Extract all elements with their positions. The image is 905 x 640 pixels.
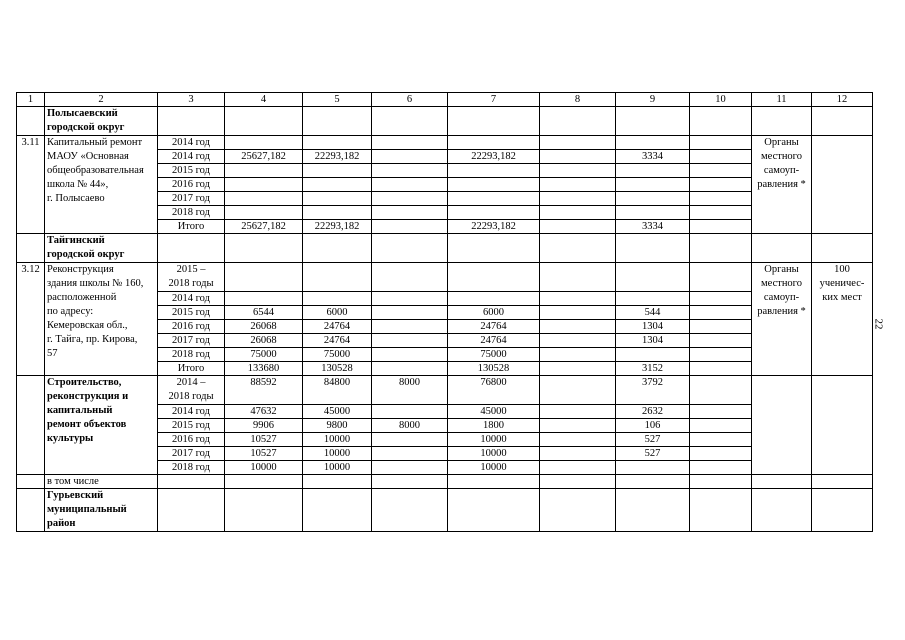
table-cell [372, 234, 448, 263]
value-cell [540, 334, 616, 348]
cell-line: район [47, 518, 76, 529]
section-row [17, 489, 873, 532]
value-cell: 76800 [448, 376, 540, 405]
cell-line: равления * [757, 179, 806, 190]
cell-line: равления * [757, 306, 806, 317]
value-cell [540, 292, 616, 306]
value-cell [372, 447, 448, 461]
value-cell [303, 292, 372, 306]
value-cell: 3334 [616, 150, 690, 164]
cell-line: г. Тайга, пр. Кирова, [47, 334, 138, 345]
table-cell [158, 234, 225, 263]
table-cell [812, 107, 873, 136]
cell-line: городской округ [47, 122, 125, 133]
value-cell [303, 192, 372, 206]
value-cell [303, 136, 372, 150]
table-cell [752, 107, 812, 136]
table-cell [303, 475, 372, 489]
period-cell [158, 263, 225, 292]
value-cell [448, 136, 540, 150]
value-cell [540, 220, 616, 234]
value-cell [690, 419, 752, 433]
value-cell [616, 192, 690, 206]
value-cell [225, 178, 303, 192]
section-title [45, 489, 158, 532]
value-cell [372, 334, 448, 348]
value-cell [690, 206, 752, 220]
table-cell [616, 234, 690, 263]
value-cell: 84800 [303, 376, 372, 405]
page-number: 22 [872, 318, 885, 330]
cell-line: 57 [47, 348, 58, 359]
result-cell [812, 136, 873, 234]
year-cell: 2014 год [158, 405, 225, 419]
year-cell: 2014 год [158, 136, 225, 150]
value-cell [372, 206, 448, 220]
value-cell: 10000 [448, 447, 540, 461]
value-cell [690, 461, 752, 475]
item-name [45, 263, 158, 376]
cell-line: 2018 годы [168, 391, 214, 402]
value-cell: 24764 [448, 320, 540, 334]
value-cell [616, 178, 690, 192]
table-cell [17, 107, 45, 136]
table-row [17, 475, 873, 489]
value-cell [225, 292, 303, 306]
item-number: 3.11 [17, 136, 45, 234]
table-row [17, 263, 873, 292]
value-cell [372, 306, 448, 320]
cell-line: Строительство, [47, 377, 122, 388]
table-cell [448, 489, 540, 532]
cell-line: 100 [834, 264, 850, 275]
cell-line: культуры [47, 433, 94, 444]
value-cell: 10527 [225, 433, 303, 447]
table-cell [225, 107, 303, 136]
table-cell [225, 489, 303, 532]
value-cell [690, 263, 752, 292]
value-cell [690, 334, 752, 348]
table-cell [17, 489, 45, 532]
year-cell: 2018 год [158, 206, 225, 220]
value-cell: 10000 [303, 433, 372, 447]
value-cell: 22293,182 [448, 150, 540, 164]
value-cell [540, 136, 616, 150]
cell-line: местного [761, 278, 802, 289]
value-cell: 10000 [448, 461, 540, 475]
table-cell [372, 489, 448, 532]
item-name [45, 136, 158, 234]
value-cell [540, 419, 616, 433]
header-row [17, 93, 873, 107]
column-number: 1 [17, 93, 45, 107]
value-cell: 8000 [372, 376, 448, 405]
cell-line: Кемеровская обл., [47, 320, 128, 331]
value-cell: 10000 [448, 433, 540, 447]
value-cell [690, 306, 752, 320]
cell-line: общеобразовательная [47, 165, 144, 176]
value-cell [616, 292, 690, 306]
value-cell: 106 [616, 419, 690, 433]
value-cell [225, 136, 303, 150]
value-cell [540, 433, 616, 447]
value-cell: 75000 [225, 348, 303, 362]
value-cell [540, 461, 616, 475]
year-cell: Итого [158, 220, 225, 234]
year-cell: Итого [158, 362, 225, 376]
value-cell [225, 192, 303, 206]
cell-line: ученичес- [819, 278, 865, 289]
value-cell [690, 376, 752, 405]
value-cell: 47632 [225, 405, 303, 419]
table-cell [448, 107, 540, 136]
table-cell [540, 107, 616, 136]
table-cell [17, 376, 45, 475]
column-number: 2 [45, 93, 158, 107]
value-cell [372, 136, 448, 150]
value-cell [225, 206, 303, 220]
table-cell [303, 234, 372, 263]
item-name [45, 376, 158, 475]
value-cell: 10000 [225, 461, 303, 475]
table-cell [752, 234, 812, 263]
responsible-org [752, 136, 812, 234]
value-cell [448, 164, 540, 178]
cell-line: здания школы № 160, [47, 278, 144, 289]
table-cell [540, 489, 616, 532]
value-cell [690, 320, 752, 334]
section-title [45, 107, 158, 136]
value-cell [690, 178, 752, 192]
table-cell [540, 234, 616, 263]
value-cell: 527 [616, 447, 690, 461]
value-cell: 130528 [303, 362, 372, 376]
table-cell [158, 475, 225, 489]
table-cell [812, 234, 873, 263]
value-cell [540, 376, 616, 405]
cell-line: ких мест [822, 292, 862, 303]
table-cell [225, 234, 303, 263]
section-title [45, 234, 158, 263]
value-cell [372, 405, 448, 419]
value-cell: 22293,182 [303, 220, 372, 234]
value-cell [372, 292, 448, 306]
value-cell: 88592 [225, 376, 303, 405]
year-cell: 2015 год [158, 164, 225, 178]
value-cell [372, 192, 448, 206]
value-cell [303, 178, 372, 192]
year-cell: 2016 год [158, 433, 225, 447]
value-cell [616, 164, 690, 178]
value-cell: 10527 [225, 447, 303, 461]
value-cell: 6000 [448, 306, 540, 320]
column-number: 11 [752, 93, 812, 107]
value-cell [225, 164, 303, 178]
cell-line: расположенной [47, 292, 117, 303]
year-cell: 2014 год [158, 150, 225, 164]
value-cell [372, 362, 448, 376]
table-cell [17, 475, 45, 489]
item-number: 3.12 [17, 263, 45, 376]
cell-line: ремонт объектов [47, 419, 127, 430]
value-cell [448, 292, 540, 306]
column-number: 6 [372, 93, 448, 107]
value-cell: 3334 [616, 220, 690, 234]
value-cell: 9800 [303, 419, 372, 433]
cell-line: Реконструкция [47, 264, 114, 275]
value-cell: 45000 [448, 405, 540, 419]
cell-line: самоуп- [763, 292, 800, 303]
value-cell: 6000 [303, 306, 372, 320]
value-cell: 75000 [303, 348, 372, 362]
table-cell [448, 475, 540, 489]
column-number: 8 [540, 93, 616, 107]
including-label: в том числе [45, 475, 158, 489]
value-cell [540, 306, 616, 320]
value-cell [690, 164, 752, 178]
table-cell [17, 234, 45, 263]
value-cell [372, 263, 448, 292]
value-cell [372, 150, 448, 164]
value-cell [690, 150, 752, 164]
section-row [17, 234, 873, 263]
value-cell [540, 164, 616, 178]
value-cell: 3152 [616, 362, 690, 376]
value-cell [690, 447, 752, 461]
value-cell: 22293,182 [448, 220, 540, 234]
value-cell: 10000 [303, 461, 372, 475]
value-cell [372, 348, 448, 362]
cell-line: местного [761, 151, 802, 162]
value-cell [372, 164, 448, 178]
year-cell: 2016 год [158, 178, 225, 192]
value-cell [690, 292, 752, 306]
value-cell [372, 433, 448, 447]
value-cell: 3792 [616, 376, 690, 405]
value-cell [372, 220, 448, 234]
cell-line: по адресу: [47, 306, 94, 317]
value-cell [690, 220, 752, 234]
value-cell [372, 461, 448, 475]
section-row [17, 107, 873, 136]
table-cell [616, 489, 690, 532]
value-cell [540, 405, 616, 419]
table-cell [540, 475, 616, 489]
table-cell [690, 234, 752, 263]
value-cell [448, 178, 540, 192]
table-cell [372, 107, 448, 136]
cell-line: капитальный [47, 405, 113, 416]
year-cell: 2017 год [158, 334, 225, 348]
value-cell: 9906 [225, 419, 303, 433]
cell-line: Тайгинский [47, 235, 105, 246]
value-cell [690, 405, 752, 419]
value-cell [448, 206, 540, 220]
column-number: 7 [448, 93, 540, 107]
table-row [17, 136, 873, 150]
value-cell: 26068 [225, 334, 303, 348]
value-cell [540, 150, 616, 164]
value-cell: 2632 [616, 405, 690, 419]
value-cell [540, 362, 616, 376]
value-cell [616, 136, 690, 150]
value-cell [372, 178, 448, 192]
table-cell [372, 475, 448, 489]
value-cell: 24764 [303, 334, 372, 348]
value-cell: 26068 [225, 320, 303, 334]
cell-line: Капитальный ремонт [47, 137, 143, 148]
value-cell [540, 263, 616, 292]
value-cell: 24764 [303, 320, 372, 334]
value-cell [448, 192, 540, 206]
year-cell: 2018 год [158, 461, 225, 475]
cell-line: 2015 – [176, 264, 206, 275]
period-cell [158, 376, 225, 405]
value-cell: 45000 [303, 405, 372, 419]
value-cell [690, 362, 752, 376]
cell-line: Органы [764, 137, 799, 148]
value-cell: 10000 [303, 447, 372, 461]
cell-line: Полысаевский [47, 108, 118, 119]
value-cell [448, 263, 540, 292]
cell-line: муниципальный [47, 504, 127, 515]
cell-line: Гурьевский [47, 490, 104, 501]
value-cell [303, 164, 372, 178]
year-cell: 2015 год [158, 306, 225, 320]
table-cell [158, 107, 225, 136]
cell-line: реконструкция и [47, 391, 129, 402]
value-cell [690, 433, 752, 447]
value-cell: 8000 [372, 419, 448, 433]
table-cell [690, 107, 752, 136]
cell-line: 2018 годы [168, 278, 214, 289]
column-number: 5 [303, 93, 372, 107]
cell-line: Органы [764, 264, 799, 275]
column-number: 4 [225, 93, 303, 107]
value-cell: 1304 [616, 334, 690, 348]
table-row [17, 376, 873, 405]
table-cell [158, 489, 225, 532]
value-cell [540, 178, 616, 192]
value-cell [540, 348, 616, 362]
cell-line: самоуп- [763, 165, 800, 176]
value-cell [303, 263, 372, 292]
value-cell [616, 263, 690, 292]
table-cell [812, 475, 873, 489]
column-number: 10 [690, 93, 752, 107]
table-cell [752, 489, 812, 532]
value-cell [540, 320, 616, 334]
value-cell [540, 192, 616, 206]
table-cell [690, 489, 752, 532]
value-cell [225, 263, 303, 292]
value-cell [616, 206, 690, 220]
cell-line: городской округ [47, 249, 125, 260]
table-cell [225, 475, 303, 489]
year-cell: 2017 год [158, 447, 225, 461]
value-cell [616, 461, 690, 475]
value-cell [540, 206, 616, 220]
table-cell [690, 475, 752, 489]
cell-line: МАОУ «Основная [47, 151, 129, 162]
value-cell: 544 [616, 306, 690, 320]
year-cell: 2016 год [158, 320, 225, 334]
cell-line: г. Полысаево [47, 193, 105, 204]
year-cell: 2014 год [158, 292, 225, 306]
table-cell [616, 107, 690, 136]
value-cell: 527 [616, 433, 690, 447]
year-cell: 2017 год [158, 192, 225, 206]
value-cell: 133680 [225, 362, 303, 376]
responsible-org [752, 263, 812, 376]
value-cell [372, 320, 448, 334]
cell-line: школа № 44», [47, 179, 109, 190]
value-cell: 25627,182 [225, 220, 303, 234]
column-number: 3 [158, 93, 225, 107]
value-cell: 1304 [616, 320, 690, 334]
year-cell: 2018 год [158, 348, 225, 362]
value-cell [303, 206, 372, 220]
table-cell [812, 489, 873, 532]
value-cell: 25627,182 [225, 150, 303, 164]
table-cell [616, 475, 690, 489]
value-cell: 24764 [448, 334, 540, 348]
table-cell [303, 489, 372, 532]
table-cell [812, 376, 873, 475]
value-cell [540, 447, 616, 461]
year-cell: 2015 год [158, 419, 225, 433]
table-cell [752, 376, 812, 475]
value-cell: 6544 [225, 306, 303, 320]
value-cell: 1800 [448, 419, 540, 433]
program-table [16, 92, 873, 532]
value-cell [690, 136, 752, 150]
column-number: 9 [616, 93, 690, 107]
value-cell [690, 192, 752, 206]
table-cell [752, 475, 812, 489]
value-cell [616, 348, 690, 362]
value-cell: 22293,182 [303, 150, 372, 164]
table-cell [448, 234, 540, 263]
value-cell: 130528 [448, 362, 540, 376]
value-cell [690, 348, 752, 362]
column-number: 12 [812, 93, 873, 107]
cell-line: 2014 – [176, 377, 206, 388]
table-cell [303, 107, 372, 136]
result-cell [812, 263, 873, 376]
value-cell: 75000 [448, 348, 540, 362]
